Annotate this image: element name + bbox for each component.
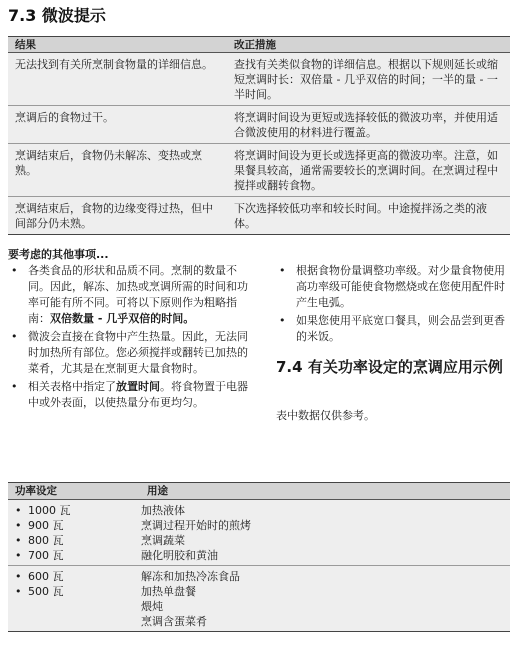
considerations-right-column [276, 263, 510, 347]
action-cell: 下次选择较低功率和较长时间。中途搅拌汤之类的液体。 [234, 202, 487, 230]
power-line [15, 614, 140, 629]
power-line [15, 518, 140, 533]
power-line [15, 503, 140, 518]
bullet-icon: • [15, 534, 22, 547]
tips-table [8, 36, 510, 235]
section-number: 7.3 [8, 6, 37, 25]
subsection-number: 7.4 [276, 358, 303, 376]
power-line [15, 584, 140, 599]
power-value: 700 瓦 [28, 549, 64, 562]
bullet-icon: • [11, 264, 18, 277]
header-action: 改正措施 [234, 39, 276, 51]
power-value: 1000 瓦 [28, 504, 71, 517]
power-column [8, 569, 140, 629]
power-value: 800 瓦 [28, 534, 64, 547]
bullet-icon: • [11, 380, 18, 393]
bullet-text: 如果您使用平底宽口餐具，则会品尝到更香的米饭。 [296, 314, 505, 343]
use-value: 烹调含蛋菜肴 [141, 615, 207, 628]
use-value: 烹调过程开始时的煎烤 [141, 519, 251, 532]
bullet-icon: • [15, 504, 22, 517]
result-cell: 烹调结束后，食物的边缘变得过热，但中间部分仍未熟。 [15, 202, 213, 230]
subsection-heading: 有关功率设定的烹调应用示例 [307, 358, 503, 376]
bullet-icon: • [11, 330, 18, 343]
power-column [8, 503, 140, 563]
table-row [8, 144, 510, 197]
header-power: 功率设定 [15, 485, 57, 497]
tips-table-header [8, 37, 510, 53]
subsection-note: 表中数据仅供参考。 [276, 409, 375, 422]
list-item [276, 313, 510, 345]
result-cell: 烹调结束后，食物仍未解冻、变热或烹熟。 [15, 149, 202, 177]
table-row [8, 106, 510, 144]
bullet-icon: • [279, 314, 286, 327]
use-value: 加热液体 [141, 504, 185, 517]
header-result: 结果 [15, 39, 36, 51]
list-item [8, 329, 248, 377]
power-line [15, 569, 140, 584]
power-value: 900 瓦 [28, 519, 64, 532]
power-table [8, 482, 510, 632]
power-value: 500 瓦 [28, 585, 64, 598]
use-value: 加热单盘餐 [141, 585, 196, 598]
use-value: 解冻和加热冷冻食品 [141, 570, 240, 583]
section-title [8, 6, 106, 26]
bullet-icon: • [15, 570, 22, 583]
use-column [140, 503, 510, 563]
table-row [8, 53, 510, 106]
bullet-bold-text: 放置时间 [116, 380, 160, 393]
header-use: 用途 [147, 485, 168, 497]
power-group [8, 500, 510, 566]
action-cell: 将烹调时间设为更长或选择更高的微波功率。注意，如果餐具较高，通常需要较长的烹调时间。在烹调过程中搅拌或翻转食物。 [234, 149, 498, 192]
result-cell: 无法找到有关所烹制食物量的详细信息。 [15, 58, 213, 71]
considerations-title: 要考虑的其他事项... [8, 248, 109, 261]
list-item [276, 263, 510, 311]
power-group [8, 566, 510, 632]
power-line [15, 533, 140, 548]
power-value: 600 瓦 [28, 570, 64, 583]
power-table-header [8, 483, 510, 500]
bullet-text: 相关表格中指定了 [28, 380, 116, 393]
considerations-left-column [8, 263, 248, 413]
table-row [8, 197, 510, 235]
use-column [140, 569, 510, 629]
bullet-icon: • [15, 549, 22, 562]
bullet-icon: • [15, 519, 22, 532]
action-cell: 将烹调时间设为更短或选择较低的微波功率，并使用适合微波使用的材料进行覆盖。 [234, 111, 498, 139]
bullet-icon: • [15, 585, 22, 598]
bullet-text-after: 。将食物置于电器中或外表面，以使热量分布更均匀。 [28, 380, 248, 409]
bullet-text: 微波会直接在食物中产生热量。因此，无法同时加热所有部位。您必须搅拌或翻转已加热的菜肴，尤其是在烹制更大量食物时。 [28, 330, 248, 375]
use-value: 煨炖 [141, 600, 163, 613]
result-cell: 烹调后的食物过干。 [15, 111, 114, 124]
bullet-bold-text: 双倍数量 - 几乎双倍的时间。 [50, 312, 195, 325]
bullet-text: 根据食物份量调整功率级。对少量食物使用高功率级可能使食物燃烧或在您使用配件时产生电弧。 [296, 264, 505, 309]
section-heading: 微波提示 [41, 6, 106, 25]
action-cell: 查找有关类似食物的详细信息。根据以下规则延长或缩短烹调时长：双倍量 - 几乎双倍的时间；一半的量 - 一半时间。 [234, 58, 498, 101]
list-item [8, 379, 248, 411]
list-item [8, 263, 248, 327]
power-line [15, 599, 140, 614]
bullet-text: 各类食品的形状和品质不同。烹制的数量不同。因此，解冻、加热或烹调所需的时间和功率可能有所不同。可将以下原则作为粗略指南： [28, 264, 248, 325]
use-value: 融化明胶和黄油 [141, 549, 218, 562]
subsection-title [276, 356, 510, 378]
use-value: 烹调蔬菜 [141, 534, 185, 547]
power-line [15, 548, 140, 563]
bullet-icon: • [279, 264, 286, 277]
